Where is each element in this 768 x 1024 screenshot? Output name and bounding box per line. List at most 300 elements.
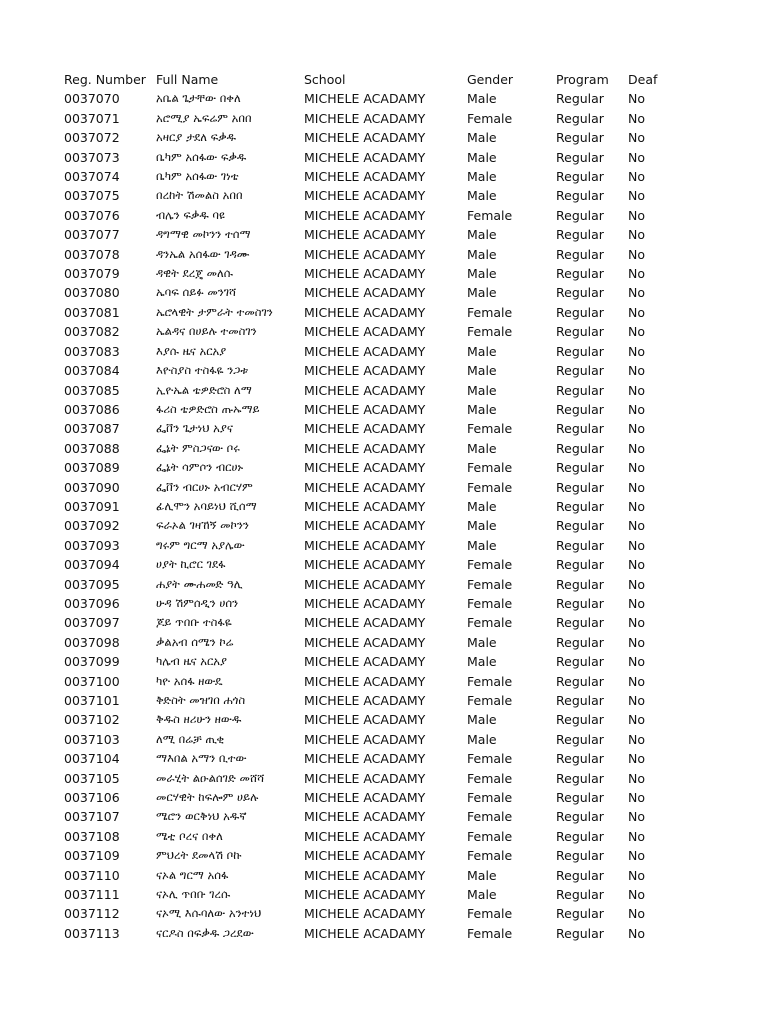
table-row <box>64 497 684 516</box>
deaf-cell: No <box>628 925 645 941</box>
full-name-cell: ኤልዳና በሀይሉ ተመስገን <box>156 324 257 339</box>
gender-cell: Male <box>467 149 497 165</box>
table-row <box>64 516 684 535</box>
school-cell: MICHELE ACADAMY <box>304 421 426 437</box>
full-name-cell: ሜቲ ቦረና በቀለ <box>156 828 223 843</box>
deaf-cell: No <box>628 91 645 107</box>
reg-number-cell: 0037087 <box>64 421 120 437</box>
full-name-cell: መራሂት ልዑልሰገድ መሸሻ <box>156 770 265 785</box>
gender-cell: Female <box>467 693 513 708</box>
deaf-cell: No <box>628 751 645 767</box>
school-cell: MICHELE ACADAMY <box>304 790 426 806</box>
full-name-cell: ሐያት ሙሐመድ ዓሊ <box>156 576 243 591</box>
table-row <box>64 536 684 555</box>
school-cell: MICHELE ACADAMY <box>304 110 426 126</box>
program-cell: Regular <box>556 848 604 864</box>
reg-number-cell: 0037081 <box>64 304 120 320</box>
table-row <box>64 866 684 885</box>
full-name-cell: ብሌን ፍቃዱ ባዩ <box>156 207 225 222</box>
deaf-cell: No <box>628 266 645 282</box>
gender-cell: Female <box>467 790 513 806</box>
full-name-cell: ናኦሚ እሱባለው አንተነህ <box>156 906 262 921</box>
reg-number-cell: 0037074 <box>64 169 120 185</box>
table-row <box>64 186 684 205</box>
table-row <box>64 575 684 594</box>
program-cell: Regular <box>556 343 604 359</box>
gender-cell: Male <box>467 188 497 204</box>
deaf-cell: No <box>628 363 645 379</box>
program-cell: Regular <box>556 91 604 107</box>
program-cell: Regular <box>556 363 604 379</box>
school-cell: MICHELE ACADAMY <box>304 91 426 107</box>
program-cell: Regular <box>556 887 604 903</box>
full-name-cell: ፍራኦል ገዛኸኝ መኮንን <box>156 518 249 533</box>
gender-cell: Male <box>467 91 497 107</box>
school-cell: MICHELE ACADAMY <box>304 770 426 786</box>
reg-number-cell: 0037084 <box>64 363 120 379</box>
deaf-cell: No <box>628 188 645 204</box>
gender-cell: Female <box>467 828 513 844</box>
school-cell: MICHELE ACADAMY <box>304 712 426 728</box>
reg-number-cell: 0037102 <box>64 712 120 728</box>
table-row <box>64 245 684 264</box>
reg-number-cell: 0037072 <box>64 130 120 146</box>
gender-cell: Male <box>467 130 497 146</box>
full-name-cell: አቤል ጌታቸው በቀለ <box>156 91 241 106</box>
table-row <box>64 206 684 225</box>
reg-number-cell: 0037100 <box>64 673 120 689</box>
gender-cell: Female <box>467 770 513 786</box>
school-cell: MICHELE ACADAMY <box>304 149 426 165</box>
school-cell: MICHELE ACADAMY <box>304 460 426 476</box>
deaf-cell: No <box>628 790 645 806</box>
gender-cell: Female <box>467 848 513 864</box>
reg-number-cell: 0037103 <box>64 731 120 747</box>
full-name-cell: መርሃዊት ከፍሎም ሀይሉ <box>156 790 259 805</box>
full-name-cell: ሀያት ኪሮር ገደፋ <box>156 557 226 572</box>
full-name-cell: ኤሮላዊት ታምራት ተመስገን <box>156 304 273 319</box>
program-cell: Regular <box>556 537 604 553</box>
gender-cell: Male <box>467 537 497 553</box>
gender-cell: Male <box>467 654 497 670</box>
deaf-cell: No <box>628 731 645 747</box>
header-program: Program <box>556 72 609 87</box>
table-row <box>64 885 684 904</box>
deaf-cell: No <box>628 867 645 883</box>
program-cell: Regular <box>556 906 604 922</box>
header-full-name: Full Name <box>156 72 219 87</box>
reg-number-cell: 0037093 <box>64 537 120 553</box>
program-cell: Regular <box>556 460 604 476</box>
deaf-cell: No <box>628 848 645 864</box>
deaf-cell: No <box>628 285 645 301</box>
gender-cell: Male <box>467 440 497 456</box>
full-name-cell: ፌቨን ጌታነህ አያና <box>156 421 233 436</box>
full-name-cell: ካዮ አሰፋ ዘውዴ <box>156 673 223 688</box>
program-cell: Regular <box>556 731 604 747</box>
table-row <box>64 400 684 419</box>
table-row <box>64 769 684 788</box>
full-name-cell: ቅዱስ ዘሪሁን ዘውዱ <box>156 712 242 727</box>
deaf-cell: No <box>628 401 645 417</box>
reg-number-cell: 0037085 <box>64 382 120 398</box>
school-cell: MICHELE ACADAMY <box>304 751 426 767</box>
reg-number-cell: 0037106 <box>64 790 120 806</box>
table-row <box>64 458 684 477</box>
table-row <box>64 478 684 497</box>
gender-cell: Male <box>467 401 497 417</box>
program-cell: Regular <box>556 809 604 825</box>
gender-cell: Male <box>467 382 497 398</box>
reg-number-cell: 0037071 <box>64 110 120 126</box>
school-cell: MICHELE ACADAMY <box>304 188 426 204</box>
school-cell: MICHELE ACADAMY <box>304 828 426 844</box>
program-cell: Regular <box>556 498 604 514</box>
school-cell: MICHELE ACADAMY <box>304 887 426 903</box>
program-cell: Regular <box>556 110 604 126</box>
full-name-cell: ፌቨን ብርሀኑ አብርሃም <box>156 479 253 494</box>
gender-cell: Female <box>467 460 513 476</box>
reg-number-cell: 0037091 <box>64 498 120 514</box>
deaf-cell: No <box>628 809 645 825</box>
program-cell: Regular <box>556 751 604 767</box>
table-row <box>64 691 684 710</box>
gender-cell: Male <box>467 518 497 534</box>
reg-number-cell: 0037094 <box>64 557 120 573</box>
program-cell: Regular <box>556 518 604 534</box>
deaf-cell: No <box>628 615 645 631</box>
school-cell: MICHELE ACADAMY <box>304 518 426 534</box>
table-row <box>64 322 684 341</box>
deaf-cell: No <box>628 227 645 243</box>
program-cell: Regular <box>556 479 604 495</box>
reg-number-cell: 0037078 <box>64 246 120 262</box>
school-cell: MICHELE ACADAMY <box>304 634 426 650</box>
program-cell: Regular <box>556 615 604 631</box>
gender-cell: Female <box>467 809 513 825</box>
reg-number-cell: 0037079 <box>64 266 120 282</box>
school-cell: MICHELE ACADAMY <box>304 809 426 825</box>
full-name-cell: ኤባፍ ሰይፉ መንገሻ <box>156 285 237 300</box>
program-cell: Regular <box>556 401 604 417</box>
school-cell: MICHELE ACADAMY <box>304 576 426 592</box>
full-name-cell: ኢዮኤል ቴዎድሮስ ለማ <box>156 382 252 397</box>
deaf-cell: No <box>628 654 645 670</box>
program-cell: Regular <box>556 440 604 456</box>
deaf-cell: No <box>628 518 645 534</box>
program-cell: Regular <box>556 266 604 282</box>
reg-number-cell: 0037101 <box>64 693 120 708</box>
program-cell: Regular <box>556 790 604 806</box>
gender-cell: Male <box>467 731 497 747</box>
gender-cell: Male <box>467 498 497 514</box>
table-row <box>64 381 684 400</box>
reg-number-cell: 0037104 <box>64 751 120 767</box>
school-cell: MICHELE ACADAMY <box>304 615 426 631</box>
full-name-cell: አዛርያ ታደለ ፍቃዱ <box>156 130 237 145</box>
deaf-cell: No <box>628 169 645 185</box>
reg-number-cell: 0037086 <box>64 401 120 417</box>
school-cell: MICHELE ACADAMY <box>304 169 426 185</box>
school-cell: MICHELE ACADAMY <box>304 925 426 941</box>
table-row <box>64 361 684 380</box>
program-cell: Regular <box>556 595 604 611</box>
table-row <box>64 924 684 943</box>
school-cell: MICHELE ACADAMY <box>304 867 426 883</box>
table-row <box>64 89 684 108</box>
reg-number-cell: 0037099 <box>64 654 120 670</box>
table-row <box>64 303 684 322</box>
deaf-cell: No <box>628 479 645 495</box>
program-cell: Regular <box>556 770 604 786</box>
reg-number-cell: 0037096 <box>64 595 120 611</box>
gender-cell: Male <box>467 227 497 243</box>
gender-cell: Female <box>467 557 513 573</box>
program-cell: Regular <box>556 576 604 592</box>
school-cell: MICHELE ACADAMY <box>304 673 426 689</box>
student-register-sheet <box>64 70 744 943</box>
program-cell: Regular <box>556 246 604 262</box>
deaf-cell: No <box>628 110 645 126</box>
school-cell: MICHELE ACADAMY <box>304 557 426 573</box>
table-row <box>64 225 684 244</box>
full-name-cell: ቃልአብ ሰሜን ኮሬ <box>156 634 234 649</box>
gender-cell: Female <box>467 906 513 922</box>
table-body <box>64 89 684 943</box>
school-cell: MICHELE ACADAMY <box>304 207 426 223</box>
reg-number-cell: 0037073 <box>64 149 120 165</box>
program-cell: Regular <box>556 169 604 185</box>
full-name-cell: ዳዊት ደረጄ መለሱ <box>156 266 233 281</box>
reg-number-cell: 0037075 <box>64 188 120 204</box>
school-cell: MICHELE ACADAMY <box>304 440 426 456</box>
reg-number-cell: 0037105 <box>64 770 120 786</box>
school-cell: MICHELE ACADAMY <box>304 324 426 340</box>
full-name-cell: ጆይ ጥበቡ ተስፋዬ <box>156 615 232 630</box>
table-row <box>64 167 684 186</box>
school-cell: MICHELE ACADAMY <box>304 246 426 262</box>
table-row <box>64 128 684 147</box>
school-cell: MICHELE ACADAMY <box>304 693 426 708</box>
program-cell: Regular <box>556 634 604 650</box>
reg-number-cell: 0037080 <box>64 285 120 301</box>
program-cell: Regular <box>556 654 604 670</box>
school-cell: MICHELE ACADAMY <box>304 848 426 864</box>
deaf-cell: No <box>628 498 645 514</box>
full-name-cell: ፌኔት ምስጋናው ቦሩ <box>156 440 240 455</box>
reg-number-cell: 0037082 <box>64 324 120 340</box>
header-school: School <box>304 72 346 87</box>
deaf-cell: No <box>628 634 645 650</box>
gender-cell: Male <box>467 634 497 650</box>
full-name-cell: ፌኔት ሳምሶን ብርሀኑ <box>156 460 244 475</box>
table-row <box>64 827 684 846</box>
full-name-cell: ለሚ በሬቻ ጢቂ <box>156 731 225 746</box>
school-cell: MICHELE ACADAMY <box>304 363 426 379</box>
school-cell: MICHELE ACADAMY <box>304 595 426 611</box>
gender-cell: Male <box>467 712 497 728</box>
full-name-cell: ፋሪስ ቴዎድሮስ ጡኡማይ <box>156 401 260 416</box>
table-row <box>64 283 684 302</box>
program-cell: Regular <box>556 207 604 223</box>
full-name-cell: ናርዶስ በፍቃዱ ጋረደው <box>156 925 254 940</box>
reg-number-cell: 0037107 <box>64 809 120 825</box>
reg-number-cell: 0037112 <box>64 906 120 922</box>
full-name-cell: ቤካም አሰፋው ገነቴ <box>156 169 239 184</box>
full-name-cell: ዳንኤል አሰፋው ገዳሙ <box>156 246 250 261</box>
deaf-cell: No <box>628 576 645 592</box>
gender-cell: Female <box>467 925 513 941</box>
gender-cell: Male <box>467 363 497 379</box>
reg-number-cell: 0037109 <box>64 848 120 864</box>
full-name-cell: ቅድስት መዝገበ ሐጎስ <box>156 693 246 707</box>
deaf-cell: No <box>628 440 645 456</box>
deaf-cell: No <box>628 887 645 903</box>
reg-number-cell: 0037077 <box>64 227 120 243</box>
school-cell: MICHELE ACADAMY <box>304 906 426 922</box>
reg-number-cell: 0037097 <box>64 615 120 631</box>
full-name-cell: እዮስያስ ተስፋዬ ንጋቱ <box>156 363 249 378</box>
school-cell: MICHELE ACADAMY <box>304 266 426 282</box>
program-cell: Regular <box>556 828 604 844</box>
table-row <box>64 788 684 807</box>
deaf-cell: No <box>628 207 645 223</box>
deaf-cell: No <box>628 693 645 708</box>
header-gender: Gender <box>467 72 514 87</box>
table-row <box>64 148 684 167</box>
program-cell: Regular <box>556 285 604 301</box>
school-cell: MICHELE ACADAMY <box>304 537 426 553</box>
deaf-cell: No <box>628 149 645 165</box>
school-cell: MICHELE ACADAMY <box>304 304 426 320</box>
deaf-cell: No <box>628 557 645 573</box>
table-row <box>64 846 684 865</box>
full-name-cell: እያሱ ዜና አርአያ <box>156 343 227 358</box>
school-cell: MICHELE ACADAMY <box>304 731 426 747</box>
school-cell: MICHELE ACADAMY <box>304 227 426 243</box>
student-table <box>64 70 684 943</box>
program-cell: Regular <box>556 557 604 573</box>
header-reg-number: Reg. Number <box>64 72 146 87</box>
reg-number-cell: 0037089 <box>64 460 120 476</box>
table-row <box>64 749 684 768</box>
table-row <box>64 652 684 671</box>
gender-cell: Female <box>467 207 513 223</box>
gender-cell: Male <box>467 169 497 185</box>
program-cell: Regular <box>556 673 604 689</box>
full-name-cell: ናኦል ግርማ አሰፋ <box>156 867 229 882</box>
program-cell: Regular <box>556 149 604 165</box>
school-cell: MICHELE ACADAMY <box>304 343 426 359</box>
gender-cell: Female <box>467 110 513 126</box>
deaf-cell: No <box>628 906 645 922</box>
full-name-cell: ቤካም አሰፋው ፍቃዱ <box>156 149 247 164</box>
reg-number-cell: 0037088 <box>64 440 120 456</box>
header-row <box>64 70 684 89</box>
gender-cell: Female <box>467 421 513 437</box>
full-name-cell: ሜሮን ወርቅነህ አዱኛ <box>156 809 247 824</box>
school-cell: MICHELE ACADAMY <box>304 130 426 146</box>
table-row <box>64 342 684 361</box>
gender-cell: Male <box>467 343 497 359</box>
reg-number-cell: 0037113 <box>64 925 120 941</box>
program-cell: Regular <box>556 712 604 728</box>
program-cell: Regular <box>556 188 604 204</box>
table-row <box>64 264 684 283</box>
program-cell: Regular <box>556 421 604 437</box>
deaf-cell: No <box>628 382 645 398</box>
reg-number-cell: 0037110 <box>64 867 120 883</box>
full-name-cell: ዳግማዊ መኮንን ተሰማ <box>156 227 251 242</box>
school-cell: MICHELE ACADAMY <box>304 498 426 514</box>
gender-cell: Female <box>467 595 513 611</box>
gender-cell: Female <box>467 673 513 689</box>
school-cell: MICHELE ACADAMY <box>304 285 426 301</box>
deaf-cell: No <box>628 828 645 844</box>
deaf-cell: No <box>628 537 645 553</box>
gender-cell: Male <box>467 285 497 301</box>
full-name-cell: በረከት ሽመልስ አበበ <box>156 188 243 203</box>
program-cell: Regular <box>556 693 604 708</box>
school-cell: MICHELE ACADAMY <box>304 401 426 417</box>
table-row <box>64 730 684 749</box>
full-name-cell: ማእበል አማን ቢተው <box>156 751 247 766</box>
school-cell: MICHELE ACADAMY <box>304 382 426 398</box>
full-name-cell: አሮሚያ ኤፍሬም አበበ <box>156 110 252 125</box>
full-name-cell: ካሌብ ዜና አርአያ <box>156 654 227 669</box>
program-cell: Regular <box>556 130 604 146</box>
table-row <box>64 904 684 923</box>
reg-number-cell: 0037095 <box>64 576 120 592</box>
deaf-cell: No <box>628 770 645 786</box>
program-cell: Regular <box>556 304 604 320</box>
full-name-cell: ፊሊሞን አባይነህ ሺሰማ <box>156 498 257 513</box>
deaf-cell: No <box>628 712 645 728</box>
reg-number-cell: 0037083 <box>64 343 120 359</box>
table-row <box>64 710 684 729</box>
school-cell: MICHELE ACADAMY <box>304 479 426 495</box>
gender-cell: Female <box>467 479 513 495</box>
table-row <box>64 672 684 691</box>
gender-cell: Female <box>467 304 513 320</box>
reg-number-cell: 0037111 <box>64 887 120 903</box>
program-cell: Regular <box>556 925 604 941</box>
gender-cell: Female <box>467 324 513 340</box>
deaf-cell: No <box>628 343 645 359</box>
reg-number-cell: 0037092 <box>64 518 120 534</box>
gender-cell: Male <box>467 887 497 903</box>
full-name-cell: ምህረት ደመላሽ ቦኩ <box>156 848 242 863</box>
deaf-cell: No <box>628 673 645 689</box>
header-deaf: Deaf <box>628 72 658 87</box>
full-name-cell: ሁዳ ሽምሰዲን ሀሰን <box>156 595 239 610</box>
table-row <box>64 633 684 652</box>
gender-cell: Female <box>467 615 513 631</box>
program-cell: Regular <box>556 324 604 340</box>
deaf-cell: No <box>628 421 645 437</box>
table-row <box>64 439 684 458</box>
table-row <box>64 419 684 438</box>
full-name-cell: ናኦሊ ጥበቡ ገረሱ <box>156 887 231 902</box>
program-cell: Regular <box>556 867 604 883</box>
deaf-cell: No <box>628 130 645 146</box>
table-row <box>64 807 684 826</box>
reg-number-cell: 0037098 <box>64 634 120 650</box>
reg-number-cell: 0037076 <box>64 207 120 223</box>
gender-cell: Female <box>467 576 513 592</box>
full-name-cell: ግሩም ግርማ አያሌው <box>156 537 245 552</box>
school-cell: MICHELE ACADAMY <box>304 654 426 670</box>
